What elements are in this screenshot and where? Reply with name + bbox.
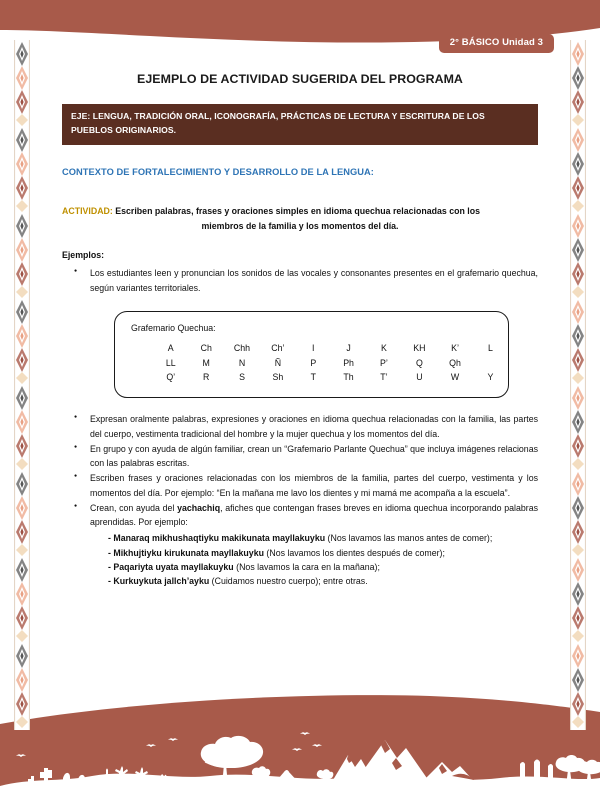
grafema-cell: M — [202, 357, 210, 368]
crear-pre: Crean, con ayuda del — [90, 502, 178, 513]
list-item: ● Escriben frases y oraciones relacionadas con los miembros de la familia, partes del cuerpo, vestimenta y los momentos del día. Por ejemplo: “En la mañana me lavo los dientes y mi mamá me acompaña a la escuela”. — [62, 471, 538, 500]
examples-list-top — [62, 266, 538, 295]
table-row — [153, 370, 508, 385]
crear-bold-term: yachachiq — [177, 502, 221, 513]
examples-label: Ejemplos: — [62, 250, 105, 261]
sub-example-item — [62, 574, 538, 588]
grafema-cell: Qh — [449, 357, 461, 368]
grafema-cell: A — [167, 343, 174, 354]
grafemario-title: Grafemario Quechua: — [131, 322, 216, 333]
activity-block — [62, 204, 538, 234]
activity-text-line2: miembros de la familia y los momentos del día. — [201, 221, 399, 232]
grafema-cell: Y — [487, 372, 494, 383]
list-item: ● Expresan oralmente palabras, expresiones y oraciones en idioma quechua relacionadas con la familia, las partes del cuerpo, vestimenta tradicional del hombre y la mujer quechua y los momentos del día. — [62, 412, 538, 441]
sub-examples-list — [62, 531, 538, 588]
table-row — [153, 355, 508, 370]
grafema-cell: K — [381, 343, 387, 354]
grafema-cell: Ñ — [274, 357, 282, 368]
sub-example-spanish: (Nos lavamos los dientes después de comer); — [266, 547, 445, 558]
document-content — [0, 62, 600, 588]
table-row — [153, 341, 508, 356]
list-item: ● En grupo y con ayuda de algún familiar, crean un “Grafemario Parlante Quechua” que incluya imágenes relacionas con las palabras escritas. — [62, 442, 538, 471]
grafemario-table — [153, 341, 508, 385]
context-heading: CONTEXTO DE FORTALECIMIENTO Y DESARROLLO DE LA LENGUA: — [62, 166, 374, 177]
grafema-cell: L — [487, 343, 493, 354]
page-title: EJEMPLO DE ACTIVIDAD SUGERIDA DEL PROGRAMA — [137, 72, 463, 86]
sub-example-quechua: Manaraq mikhushaqtiyku makikunata mayllakuyku — [113, 533, 326, 544]
activity-label: ACTIVIDAD: — [62, 205, 113, 216]
grafema-cell: I — [312, 343, 315, 354]
sub-example-item — [62, 531, 538, 545]
sub-example-item — [62, 546, 538, 560]
grafema-cell: Q’ — [166, 372, 176, 383]
sub-example-quechua: Kurkuykuta jallch’ayku — [113, 576, 210, 587]
grafema-cell: P — [310, 357, 317, 368]
sub-example-dash: - — [108, 533, 111, 544]
grafema-cell: Ph — [343, 357, 354, 368]
grafema-cell: N — [238, 357, 246, 368]
sub-example-dash: - — [108, 547, 111, 558]
footer-landscape-art — [0, 690, 600, 800]
grafema-cell: U — [416, 372, 423, 383]
grafema-cell: Th — [343, 372, 354, 383]
list-item-crear — [62, 501, 538, 530]
grafema-cell: Q — [415, 357, 423, 368]
list-item: ● Los estudiantes leen y pronuncian los sonidos de las vocales y consonantes presentes en el grafemario quechua, según variantes territoriales. — [62, 266, 538, 295]
activity-text-line1: Escriben palabras, frases y oraciones simples en idioma quechua relacionadas con los — [115, 205, 481, 216]
grafema-cell: LL — [165, 357, 176, 368]
unit-badge: 2° BÁSICO Unidad 3 — [439, 34, 554, 53]
sub-example-quechua: Mikhujtiyku kirukunata mayllakuyku — [113, 547, 264, 558]
grafema-cell: W — [450, 372, 460, 383]
grafemario-box — [114, 311, 509, 399]
examples-list-main — [62, 412, 538, 529]
sub-example-dash: - — [108, 576, 111, 587]
sub-example-quechua: Paqariyta uyata mayllakuyku — [113, 561, 234, 572]
grafema-cell: Sh — [272, 372, 284, 383]
sub-example-spanish: (Nos lavamos las manos antes de comer); — [327, 533, 493, 544]
sub-example-spanish: (Nos lavamos la cara en la mañana); — [236, 561, 380, 572]
grafema-cell: J — [346, 343, 351, 354]
eje-text: LENGUA, TRADICIÓN ORAL, ICONOGRAFÍA, PRÁCTICAS DE LECTURA Y ESCRITURA DE LOS PUEBLOS ORIGINARIOS. — [71, 111, 485, 135]
grafema-cell: Ch — [200, 343, 212, 354]
sub-example-dash: - — [108, 561, 111, 572]
grafema-cell: T — [310, 372, 316, 383]
sub-example-item — [62, 560, 538, 574]
grafema-cell: Ch’ — [271, 343, 285, 354]
grafema-cell: P’ — [380, 357, 388, 368]
grafema-cell: KH — [413, 343, 426, 354]
grafema-cell: Chh — [233, 343, 251, 354]
grafema-cell — [473, 355, 508, 370]
eje-bar — [62, 104, 538, 145]
grafema-cell: K’ — [451, 343, 459, 354]
grafema-cell: S — [239, 372, 245, 383]
grafema-cell: T’ — [380, 372, 388, 383]
eje-label: EJE: — [71, 111, 91, 121]
grafema-cell: R — [203, 372, 210, 383]
sub-example-spanish: (Cuidamos nuestro cuerpo); entre otras. — [211, 576, 368, 587]
crear-post: , afiches que contengan frases breves en idioma quechua incorporando palabras aprendidas. Por ejemplo: — [90, 502, 538, 528]
